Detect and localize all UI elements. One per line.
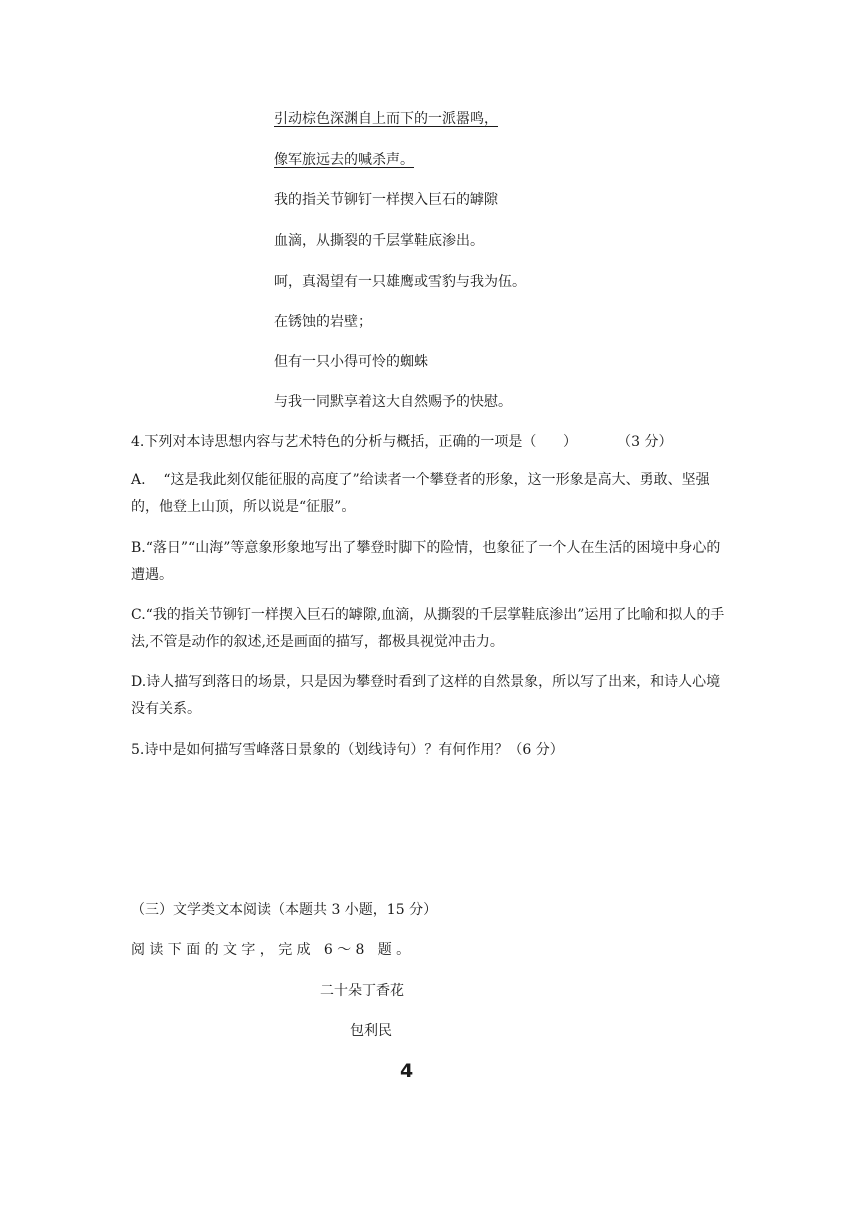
question-4-option-b: B.“落日”“山海”等意象形象地写出了攀登时脚下的险情，也象征了一个人在生活的困境中身心的遭遇。: [131, 540, 721, 583]
section-heading: （三）文学类文本阅读（本题共 3 小题，15 分）: [131, 902, 438, 918]
question-5-stem: 5.诗中是如何描写雪峰落日景象的（划线诗句）？有何作用？（6 分）: [131, 742, 564, 758]
poem-line: 但有一只小得可怜的蜘蛛: [274, 354, 428, 370]
poem-line-underlined: 像军旅远去的喊杀声。: [274, 152, 414, 168]
question-4-option-c: C.“我的指关节铆钉一样揳入巨石的罅隙,血滴，从撕裂的千层掌鞋底渗出”运用了比喻和拟人的手法,不管是动作的叙述,还是画面的描写，都极具视觉冲击力。: [131, 607, 725, 650]
question-4-option-d: D.诗人描写到落日的场景，只是因为攀登时看到了这样的自然景象，所以写了出来，和诗人心境没有关系。: [131, 674, 721, 717]
page-number: 4: [400, 1060, 414, 1082]
article-title: 二十朵丁香花: [320, 983, 404, 999]
poem-line: 我的指关节铆钉一样揳入巨石的罅隙: [274, 192, 498, 208]
question-4-option-a: A. “这是我此刻仅能征服的高度了”给读者一个攀登者的形象，这一形象是高大、勇敢、坚强的，他登上山顶，所以说是“征服”。: [131, 472, 710, 515]
poem-line: 血滴，从撕裂的千层掌鞋底渗出。: [274, 233, 484, 249]
article-author: 包利民: [350, 1023, 392, 1039]
question-4-stem: 4.下列对本诗思想内容与艺术特色的分析与概括，正确的一项是（ ） （3 分）: [131, 434, 673, 450]
poem-line: 呵，真渴望有一只雄鹰或雪豹与我为伍。: [274, 274, 526, 290]
poem-line-underlined: 引动棕色深渊自上而下的一派嚣鸣，: [274, 111, 498, 127]
poem-line: 与我一同默享着这大自然赐予的快慰。: [274, 394, 512, 410]
poem-line: 在锈蚀的岩壁；: [274, 314, 372, 330]
section-instruction: 阅读下面的文字，完成 6～8 题。: [131, 942, 415, 958]
